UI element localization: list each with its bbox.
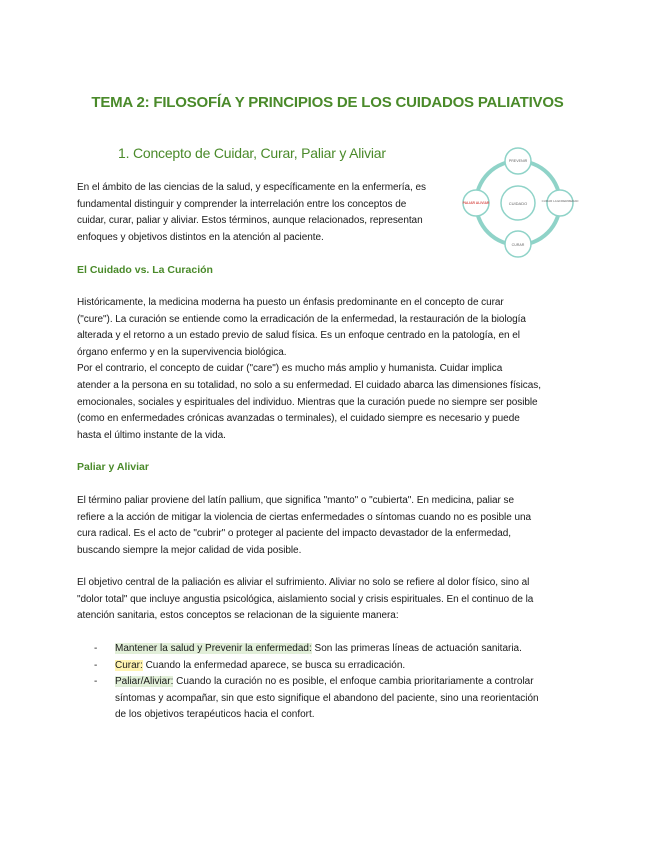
list-item [77,641,577,658]
intro-paragraph [77,180,467,246]
list-item-label: Mantener la salud y Prevenir la enfermedad: [115,643,312,654]
text-line: atención sanitaria, estos conceptos se relacionan de la siguiente manera: [77,610,399,622]
text-line: Históricamente, la medicina moderna ha puesto un énfasis predominante en el concepto de curar [77,297,504,308]
section-heading: 1. Concepto de Cuidar, Curar, Paliar y Aliviar [118,145,386,161]
text-line: buscando siempre la mejor calidad de vida posible. [77,544,302,556]
list-dash: - [94,659,98,671]
node-left-label: PALIAR ALIVIAR [462,201,490,205]
list-item-label: Paliar/Aliviar: [115,676,174,688]
paliar-paragraph-1 [77,493,577,559]
list-item-text: Son las primeras líneas de actuación sanitaria. [311,643,522,654]
list-item-text: Cuando la curación no es posible, el enfoque cambia prioritariamente a controlar [173,676,534,688]
text-line: órgano enfermo y en la supervivencia biológica. [77,346,287,358]
text-line: ("cure"). La curación se entiende como la erradicación de la enfermedad, la restauración de la biología [77,313,526,325]
text-line: En el ámbito de las ciencias de la salud, y específicamente en la enfermería, es [77,182,426,193]
text-line: cuidar, curar, paliar y aliviar. Estos términos, aunque relacionados, representan [77,215,423,227]
node-bottom-label: CURAR [511,243,525,247]
center-label: CUIDADO [508,201,528,206]
text-line: El término paliar proviene del latín pallium, que significa "manto" o "cubierta". En medicina, paliar se [77,495,515,506]
concept-list [77,641,577,724]
text-line: "dolor total" que incluye angustia psicológica, aislamiento social y crisis espirituales. En el continuo de la [77,593,534,605]
text-line: enfoques y objetivos distintos en la atención al paciente. [77,231,324,243]
list-item-text: Cuando la enfermedad aparece, se busca su erradicación. [142,659,406,671]
text-line: alterada y el retorno a un estado previo de salud física. Es un enfoque centrado en la patología, en el [77,330,520,342]
node-right [547,190,573,216]
node-top-label: PREVENIR [508,159,528,163]
text-line: fundamental distinguir y comprender la interrelación entre los conceptos de [77,198,407,210]
text-line: emocionales, sociales y espirituales del individuo. Mientras que la curación puede no siempre ser posible [77,396,538,408]
text-line: cura radical. Es el acto de "cubrir" o proteger al paciente del impacto devastador de la enfermedad, [77,528,512,540]
concept-cycle-diagram [456,145,580,260]
text-line: Por el contrario, el concepto de cuidar ("care") es mucho más amplio y humanista. Cuidar implica [77,363,503,375]
list-item-continuation: de los objetivos terapéuticos hacia el confort. [115,709,315,721]
list-item-label: Curar: [115,659,143,671]
text-line: refiere a la acción de mitigar la violencia de ciertas enfermedades o síntomas cuando no es posible una [77,511,532,523]
text-line: hasta el último instante de la vida. [77,429,226,441]
text-line: (como en enfermedades crónicas avanzadas o terminales), el cuidado siempre es necesario y puede [77,413,520,425]
list-item-continuation: síntomas y acompañar, sin que esto signifique el abandono del paciente, sino una reorientación [115,692,539,704]
subheading-paliar: Paliar y Aliviar [77,461,149,473]
page-title: TEMA 2: FILOSOFÍA Y PRINCIPIOS DE LOS CUIDADOS PALIATIVOS [91,94,564,111]
paliar-paragraph-2 [77,575,577,625]
node-right-label: CURAR LA ENFERMEDAD [541,199,579,203]
text-line: atender a la persona en su totalidad, no solo a su enfermedad. El cuidado abarca las dimensiones físicas, [77,379,541,391]
text-line: El objetivo central de la paliación es aliviar el sufrimiento. Aliviar no solo se refiere al dolor físico, sino al [77,577,530,588]
list-item [77,658,577,675]
cuidado-paragraph [77,295,577,444]
list-dash: - [94,676,98,688]
subheading-cuidado: El Cuidado vs. La Curación [77,264,213,276]
list-item [77,674,577,724]
list-dash: - [94,643,98,654]
